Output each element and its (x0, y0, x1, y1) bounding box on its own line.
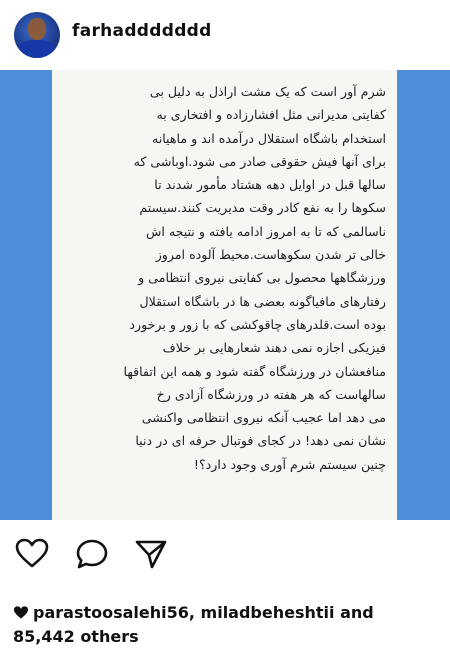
avatar-shirt (18, 40, 56, 58)
post-text (64, 80, 386, 476)
comment-bubble-icon[interactable] (75, 538, 109, 574)
username[interactable]: farhaddddddd (72, 21, 212, 41)
post-text-line: بوده است.قلدرهای چاقوکشی که با زور و برخورد (129, 316, 386, 332)
avatar[interactable] (14, 12, 60, 58)
post-text-line: سالها قبل در اوایل دهه هشتاد مأمور شدند تا (154, 177, 386, 193)
post-paper (52, 70, 397, 520)
post-header (0, 0, 450, 70)
post-text-line: سالهاست که هر هفته در ورزشگاه آزادی رخ (156, 386, 386, 402)
post-text-line: منافعشان در ورزشگاه گفته شود و همه این اتفاقها (123, 363, 386, 379)
post-text-line: ناسالمی که تا به امروز ادامه یافته و نتیجه اش (145, 223, 386, 239)
post-text-line: استخدام باشگاه استقلال درآمده اند و ماهیانه (151, 130, 386, 146)
post-text-line: سکوها را به نفع کادر وقت مدیریت کنند.سیستم (139, 200, 386, 216)
heart-outline-icon[interactable] (15, 538, 49, 572)
action-bar (0, 532, 450, 572)
post-text-line: شرم آور است که یک مشت اراذل به دلیل بی (149, 84, 386, 99)
likes-summary[interactable] (13, 602, 443, 648)
post-text-line: فیزیکی اجازه نمی دهند شعارهایی بر خلاف (162, 340, 386, 356)
post-text-line: ورزشگاهها محصول بی کفایتی نیروی انتظامی و (138, 270, 386, 286)
likes-line-2: 85,442 others (13, 627, 139, 646)
likes-line-1: parastoosalehi56, miladbeheshtii and (33, 603, 374, 622)
post-image[interactable] (0, 70, 450, 520)
post-text-line: برای آنها فیش حقوقی صادر می شود.اوباشی که (133, 153, 386, 169)
post-text-line: می دهد اما عجیب آنکه نیروی انتظامی واکنشی (141, 410, 386, 426)
post-text-line: خالی تر شدن سکوهاست.محیط آلوده امروز (155, 247, 386, 263)
heart-filled-icon (13, 604, 29, 626)
paper-plane-icon[interactable] (134, 538, 168, 574)
post-text-line: چنین سیستم شرم آوری وجود دارد؟! (193, 456, 386, 472)
post-text-line: رفتارهای مافیاگونه بعضی ها در باشگاه استقلال (139, 293, 386, 309)
avatar-face (28, 18, 46, 40)
post-text-line: کفایتی مدیرانی مثل افشارزاده و افتخاری به (156, 107, 386, 123)
post-text-line: نشان نمی دهد! در کجای فوتبال حرفه ای در دنیا (135, 433, 386, 449)
